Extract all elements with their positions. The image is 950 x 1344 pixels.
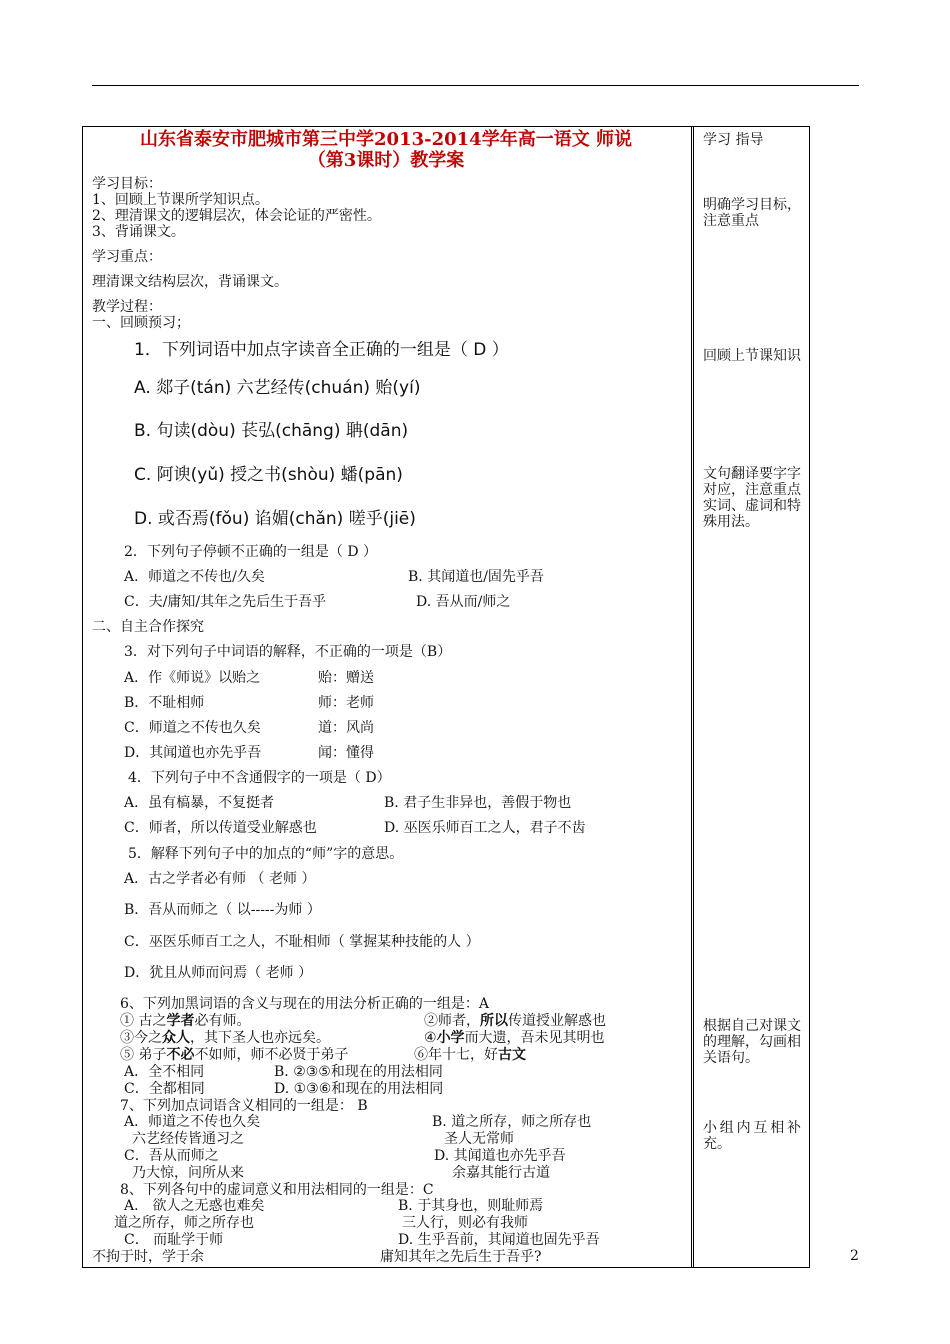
q6-item-3 [120, 1030, 330, 1046]
q8-option-b1: B. 于其身也，则耻师焉 [398, 1198, 544, 1214]
q3-row-b-sentence: B．不耻相师 [124, 695, 205, 711]
guide-understand: 根据自己对课文的理解，勾画相关语句。 [703, 1018, 801, 1066]
q8-stem: 8、下列各句中的虚词意义和用法相同的一组是：C [120, 1182, 434, 1198]
q7-option-d1: D. 其闻道也亦先乎吾 [434, 1148, 566, 1164]
q1-option-d: D. 或否焉(fǒu) 谄媚(chǎn) 嗟乎(jiē) [134, 509, 416, 529]
bold-word: 古文 [498, 1047, 526, 1063]
text: ⑥年十七，好 [414, 1047, 498, 1063]
guide-translate: 文句翻译要字字对应，注意重点实词、虚词和特殊用法。 [703, 466, 801, 530]
document-title [86, 129, 686, 171]
text: 必有师。 [194, 1013, 251, 1029]
goals-heading: 学习目标： [92, 176, 162, 192]
q2-stem: 2．下列句子停顿不正确的一组是（ D ） [124, 544, 378, 560]
goal-item: 1、回顾上节课所学知识点。 [92, 192, 269, 208]
column-divider-inner [691, 126, 692, 1268]
bold-word: 学者 [166, 1013, 195, 1029]
q8-option-a1: A． 欲人之无惑也难矣 [124, 1198, 265, 1214]
q6-option-c: C．全都相同 [124, 1081, 205, 1097]
q3-row-c-sentence: C．师道之不传也久矣 [124, 720, 261, 736]
bold-word: 众人 [162, 1030, 190, 1046]
header-rule [92, 85, 859, 86]
guide-heading: 学习 指导 [703, 132, 764, 148]
q6-option-a: A．全不相同 [124, 1064, 205, 1080]
bold-word: 所以 [480, 1013, 508, 1029]
text: ④ [424, 1030, 437, 1046]
q3-stem: 3．对下列句子中词语的解释，不正确的一项是（B） [124, 644, 452, 660]
focus-text: 理清课文结构层次，背诵课文。 [92, 274, 288, 290]
q1-stem: 1．下列词语中加点字读音全正确的一组是（ D ） [134, 340, 509, 360]
q7-stem: 7、下列加点词语含义相同的一组是： B [120, 1098, 368, 1114]
goal-item: 2、理清课文的逻辑层次，体会论证的严密性。 [92, 208, 381, 224]
q6-item-1 [120, 1013, 250, 1029]
text: 传道授业解惑也 [508, 1013, 606, 1029]
bold-word: 不必 [166, 1047, 195, 1063]
q6-option-b: B. ②③⑤和现在的用法相同 [274, 1064, 443, 1080]
q1-option-c: C. 阿谀(yǔ) 授之书(shòu) 蟠(pān) [134, 465, 403, 485]
q3-row-d-word: 闻：懂得 [318, 745, 374, 761]
title-line-1: 山东省泰安市肥城市第三中学2013-2014学年高一语文 师说 [140, 129, 632, 150]
focus-heading: 学习重点： [92, 249, 162, 265]
q4-option-b: B. 君子生非异也，善假于物也 [384, 795, 572, 811]
q2-option-c: C．夫/庸知/其年之先后生于吾乎 [124, 594, 327, 610]
text: 不如师，师不必贤于弟子 [194, 1047, 349, 1063]
q5-stem: 5．解释下列句子中的加点的“师”字的意思。 [128, 846, 404, 862]
column-divider [693, 126, 694, 1268]
q5-item-c: C．巫医乐师百工之人，不耻相师（ 掌握某种技能的人 ） [124, 934, 480, 950]
q7-option-c2: 乃大惊，问所从来 [132, 1165, 244, 1181]
text: ① 古之 [120, 1013, 167, 1029]
q8-option-a2: 道之所存，师之所存也 [114, 1215, 254, 1231]
q2-option-d: D. 吾从而/师之 [416, 594, 511, 610]
q3-row-b-word: 师：老师 [318, 695, 374, 711]
section-explore: 二、自主合作探究 [92, 619, 204, 635]
q6-item-5 [120, 1047, 348, 1063]
guide-review: 回顾上节课知识 [703, 348, 801, 364]
guide-group: 小组内互相补充。 [703, 1120, 801, 1152]
q8-option-c2: 不拘于时，学于余 [92, 1249, 204, 1265]
q6-item-4 [424, 1030, 605, 1046]
guide-goal: 明确学习目标，注意重点 [703, 197, 801, 229]
text: ⑤ 弟子 [120, 1047, 167, 1063]
q8-option-b2: 三人行，则必有我师 [402, 1215, 528, 1231]
text: 而大遗，吾未见其明也 [464, 1030, 605, 1046]
text: ③今之 [120, 1030, 162, 1046]
section-review: 一、回顾预习； [92, 315, 190, 331]
q3-row-d-sentence: D．其闻道也亦先乎吾 [124, 745, 262, 761]
q8-option-c1: C． 而耻学于师 [124, 1232, 224, 1248]
q5-item-d: D．犹且从师而问焉（ 老师 ） [124, 965, 313, 981]
q3-row-a-word: 贻：赠送 [318, 670, 374, 686]
q4-stem: 4．下列句子中不含通假字的一项是（ D） [128, 770, 391, 786]
q5-item-a: A．古之学者必有师 （ 老师 ） [124, 871, 316, 887]
goal-item: 3、背诵课文。 [92, 224, 185, 240]
q3-row-a-sentence: A．作《师说》以贻之 [124, 670, 261, 686]
q1-option-b: B. 句读(dòu) 苌弘(chāng) 聃(dān) [134, 421, 409, 441]
q7-option-a2: 六艺经传皆通习之 [132, 1131, 244, 1147]
q3-row-c-word: 道：风尚 [318, 720, 374, 736]
q7-option-a1: A．师道之不传也久矣 [124, 1114, 261, 1130]
q5-item-b: B．吾从而师之（ 以-----为师 ） [124, 902, 321, 918]
q7-option-b1: B. 道之所存，师之所存也 [432, 1114, 592, 1130]
q7-option-c1: C．吾从而师之 [124, 1148, 219, 1164]
q4-option-a: A．虽有槁暴，不复挺者 [124, 795, 275, 811]
text: ，其下圣人也亦远矣。 [190, 1030, 330, 1046]
text: ②师者， [424, 1013, 480, 1029]
q6-item-2 [424, 1013, 606, 1029]
q4-option-d: D. 巫医乐师百工之人，君子不齿 [384, 820, 586, 836]
q7-option-d2: 余嘉其能行古道 [452, 1165, 550, 1181]
q8-option-d1: D. 生乎吾前，其闻道也固先乎吾 [398, 1232, 600, 1248]
q6-option-d: D. ①③⑥和现在的用法相同 [274, 1081, 444, 1097]
q4-option-c: C．师者，所以传道受业解惑也 [124, 820, 317, 836]
q2-option-a: A．师道之不传也/久矣 [124, 569, 265, 585]
q7-option-b2: 圣人无常师 [444, 1131, 514, 1147]
page-number: 2 [850, 1248, 859, 1264]
bold-word: 小学 [436, 1030, 465, 1046]
title-line-2: （第3课时）教学案 [307, 150, 465, 171]
q6-item-6 [414, 1047, 526, 1063]
process-heading: 教学过程： [92, 299, 162, 315]
q1-option-a: A. 郯子(tán) 六艺经传(chuán) 贻(yí) [134, 378, 421, 398]
q2-option-b: B. 其闻道也/固先乎吾 [408, 569, 544, 585]
q8-option-d2: 庸知其年之先后生于吾乎? [380, 1249, 542, 1265]
q6-stem: 6、下列加黑词语的含义与现在的用法分析正确的一组是：A [120, 996, 490, 1012]
